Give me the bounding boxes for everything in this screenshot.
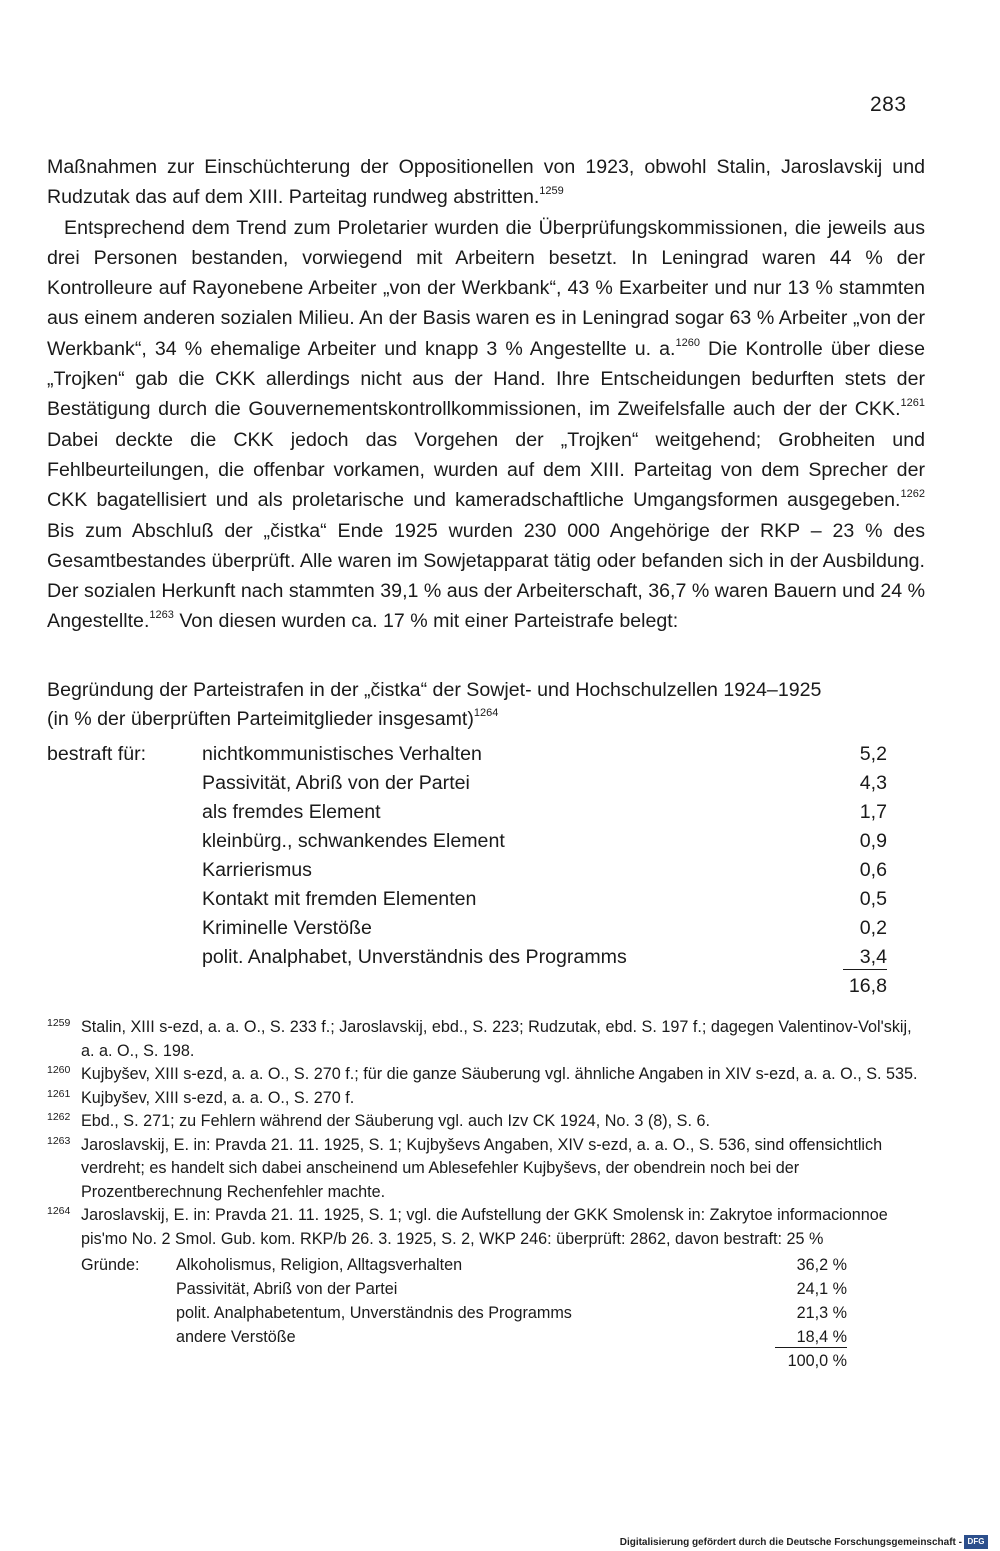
table-row-value: 4,3 (859, 772, 887, 794)
footnote-text: Kujbyšev, XIII s-ezd, a. a. O., S. 270 f.; für die ganze Säuberung vgl. ähnliche Angaben in XIV s-ezd, a. a. O., S. 535. (81, 1065, 918, 1083)
sum-rule (843, 969, 887, 970)
footnote-number: 1264 (47, 1205, 71, 1217)
table-row-label: nichtkommunistisches Verhalten (202, 743, 482, 765)
table-total-value: 100,0 % (787, 1352, 847, 1370)
table-row-value: 3,4 (859, 946, 887, 968)
table-row-value: 18,4 % (796, 1328, 847, 1346)
table-row (47, 856, 887, 885)
table-row (47, 885, 887, 914)
footnote (47, 1063, 927, 1087)
table-row (47, 769, 887, 798)
footnote (47, 1204, 927, 1251)
table-caption-line: Begründung der Parteistrafen in der „čistka“ der Sowjet- und Hochschulzellen 1924–1925 (47, 679, 822, 701)
footnote-text: Stalin, XIII s-ezd, a. a. O., S. 233 f.; Jaroslavskij, ebd., S. 223; Rudzutak, ebd. S. 197 f.; dagegen Valentinov-Vol'skij, a. a. O., S. 198. (81, 1018, 912, 1060)
footnote-ref: 1263 (149, 609, 174, 622)
table-row-value: 24,1 % (796, 1280, 847, 1298)
dfg-logo: DFG (964, 1535, 988, 1549)
reasons-table (47, 1253, 927, 1373)
text-span: Bis zum Abschluß der „čistka“ Ende 1925 wurden 230 000 Angehörige der RKP – 23 % des Gesamtbestandes überprüft. Alle waren im Sowjetapparat tätig oder befanden sich in der Ausbildung. Der sozialen Herkunft nach stammten 39,1 % aus der Arbeiterschaft, 36,7 % waren Bauern und 24 % Angestellte. (47, 519, 925, 633)
sum-rule (775, 1347, 847, 1348)
table-row-label: Alkoholismus, Religion, Alltagsverhalten (176, 1256, 463, 1274)
footnote-ref: 1261 (900, 397, 925, 410)
footnote-text: Jaroslavskij, E. in: Pravda 21. 11. 1925, S. 1; Kujbyševs Angaben, XIV s-ezd, a. a. O., S. 536, sind offensichtlich verdreht; es handelt sich dabei anscheinend um Ablesefehler Kujbyševs, der obendrein noch bei der Prozentberechnung Rechenfehler machte. (81, 1135, 883, 1201)
footnote (47, 1110, 927, 1134)
table-caption-line (47, 705, 927, 734)
table-row-label: Passivität, Abriß von der Partei (202, 772, 470, 794)
table-row-label: polit. Analphabet, Unverständnis des Programms (202, 946, 627, 968)
table-row-label: Kriminelle Verstöße (202, 917, 372, 939)
table-row (47, 1253, 847, 1277)
footnote-number: 1261 (47, 1087, 71, 1100)
footnote-text: Jaroslavskij, E. in: Pravda 21. 11. 1925, S. 1; vgl. die Aufstellung der GKK Smolensk in: Zakrytoe informacionnoe pis'mo No. 2 Smol. Gub. kom. RKP/b 26. 3. 1925, S. 2, WKP 246: überprüft: 2862, davon bestraft: 25 % (81, 1206, 888, 1248)
footnote-ref: 1262 (900, 488, 925, 501)
body-text (47, 152, 925, 637)
table-row (47, 1277, 847, 1301)
table-row-value: 0,2 (859, 917, 887, 939)
table-row-value: 0,5 (859, 888, 887, 910)
footnotes (47, 1016, 927, 1373)
digitization-credit: Digitalisierung gefördert durch die Deutsche Forschungsgemeinschaft - (619, 1537, 962, 1548)
penalty-table (47, 740, 887, 1001)
table-row-value: 0,9 (859, 830, 887, 852)
table-row-label: als fremdes Element (202, 801, 381, 823)
table-total-row (47, 972, 887, 1001)
footnote-ref: 1260 (675, 336, 700, 349)
footnote (47, 1016, 927, 1063)
footnote (47, 1087, 927, 1111)
table-caption (47, 676, 927, 734)
table-row-label: Kontakt mit fremden Elementen (202, 888, 477, 910)
table-row-label: andere Verstöße (176, 1328, 296, 1346)
table-row-label: Karrierismus (202, 859, 312, 881)
footnote-number: 1263 (47, 1134, 71, 1147)
text-span: Maßnahmen zur Einschüchterung der Oppositionellen von 1923, obwohl Stalin, Jaroslavskij und Rudzutak das auf dem XIII. Parteitag rundweg abstritten. (47, 156, 925, 209)
table-row (47, 798, 887, 827)
table-row-value: 1,7 (859, 801, 887, 823)
table-row-label: Passivität, Abriß von der Partei (176, 1280, 398, 1298)
text-span: Die Kontrolle über diese „Trojken“ gab die CKK allerdings nicht aus der Hand. Ihre Entscheidungen bedurften stets der Bestätigung durch die Gouvernementskontrollkommissionen, im Zweifelsfalle auch der der CKK. (47, 337, 925, 421)
paragraph (47, 152, 925, 213)
footnote (47, 1134, 927, 1205)
table-head-label: bestraft für: (47, 743, 147, 765)
table-head-label: Gründe: (81, 1256, 140, 1274)
footnote-number: 1260 (47, 1064, 71, 1076)
table-row-value: 21,3 % (796, 1304, 847, 1322)
table-row (47, 827, 887, 856)
table-row-label: polit. Analphabetentum, Unverständnis des Programms (176, 1304, 572, 1322)
table-total-row (47, 1349, 847, 1373)
footnote-text: Ebd., S. 271; zu Fehlern während der Säuberung vgl. auch Izv CK 1924, No. 3 (8), S. 6. (81, 1112, 710, 1130)
footnote-text: Kujbyšev, XIII s-ezd, a. a. O., S. 270 f. (81, 1088, 355, 1107)
table-row-label: kleinbürg., schwankendes Element (202, 830, 505, 852)
table-total-value: 16,8 (848, 975, 887, 997)
footnote-ref: 1259 (539, 185, 564, 198)
table-row (47, 740, 887, 769)
footnote-ref: 1264 (473, 707, 499, 719)
text-span: Dabei deckte die CKK jedoch das Vorgehen der „Trojken“ weitgehend; Grobheiten und Fehlbeurteilungen, die offenbar vorkamen, wurden auf dem XIII. Parteitag von dem Sprecher der CKK bagatellisiert und als proletarische und kameradschaftliche Umgangsformen ausgegeben. (47, 428, 925, 512)
table-row (47, 1301, 847, 1325)
text-span: Entsprechend dem Trend zum Proletarier wurden die Überprüfungskommissionen, die jeweils aus drei Personen bestanden, vorwiegend mit Arbeitern besetzt. In Leningrad waren 44 % der Kontrolleure auf Rayonebene Arbeiter „von der Werkbank“, 43 % Exarbeiter und nur 13 % stammten aus einem anderen sozialen Milieu. An der Basis waren es in Leningrad sogar 63 % Arbeiter „von der Werkbank“, 34 % ehemalige Arbeiter und knapp 3 % Angestellte u. a. (47, 216, 925, 360)
table-row-value: 5,2 (859, 743, 887, 765)
footnote-number: 1259 (47, 1017, 71, 1029)
table-row (47, 1325, 847, 1349)
page-number: 283 (870, 93, 907, 116)
footnote-number: 1262 (47, 1111, 71, 1123)
text-span: Von diesen wurden ca. 17 % mit einer Parteistrafe belegt: (173, 610, 679, 633)
paragraph (47, 213, 925, 637)
table-row (47, 914, 887, 943)
table-row (47, 943, 887, 972)
table-caption-text: (in % der überprüften Parteimitglieder insgesamt) (47, 708, 474, 730)
table-row-value: 36,2 % (796, 1256, 847, 1274)
table-row-value: 0,6 (859, 859, 887, 881)
